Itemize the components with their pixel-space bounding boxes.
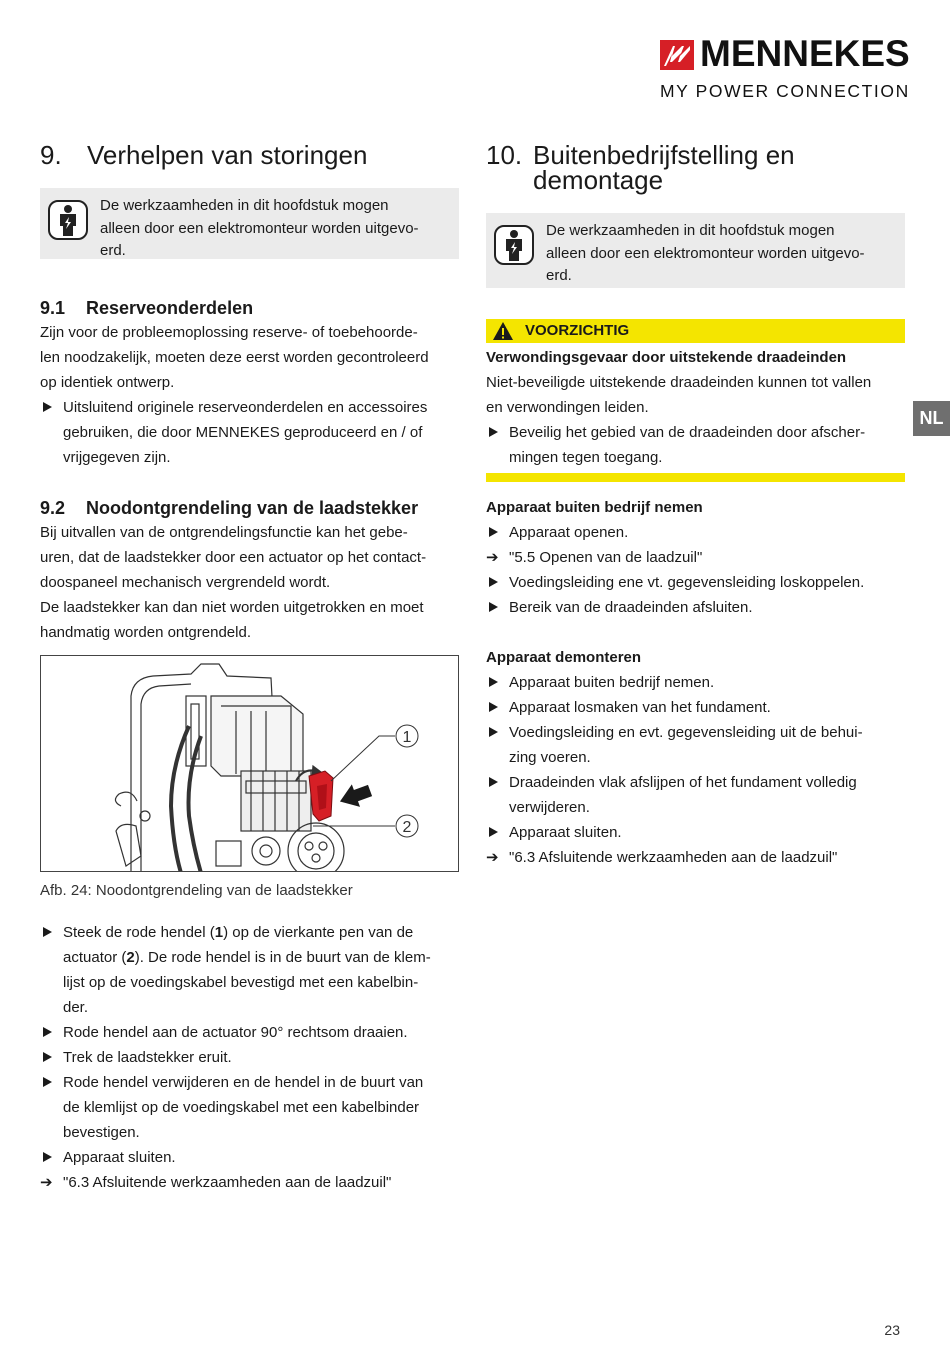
figure-callout-2: 2	[402, 819, 412, 836]
page-number: 23	[884, 1322, 900, 1338]
bullet-triangle-icon	[489, 677, 498, 687]
section-9-2-paragraph: Bij uitvallen van de ontgrendelingsfunctie kan het gebe- uren, dat de laadstekker door een actuator op het contact- doospaneel mechanisch vergrendeld wordt. De laadstekker kan dan niet worden uitgetrokken en moet handmatig worden ontgrendeld.	[40, 524, 427, 641]
list-item: Rode hendel verwijderen en de hendel in de buurt van de klemlijst op de voedingskabel met een kabelbinder bevestigen.	[40, 1070, 460, 1145]
mennekes-logo	[658, 33, 910, 102]
notice-line: alleen door een elektromonteur worden uitgevo-	[100, 219, 419, 237]
emergency-release-illustration	[41, 656, 459, 872]
bullet-triangle-icon	[43, 1152, 52, 1162]
bullet-triangle-icon	[43, 402, 52, 412]
notice-line: erd.	[100, 242, 126, 259]
bullet-triangle-icon	[43, 1077, 52, 1087]
dismantle-heading: Apparaat demonteren	[486, 649, 642, 666]
notice-line: alleen door een elektromonteur worden uitgevo-	[546, 244, 865, 262]
section-9-1-paragraph: Zijn voor de probleemoplossing reserve- of toebehoorde- len noodzakelijk, moeten deze eerst worden gecontroleerd op identiek ontwerp.	[40, 324, 429, 391]
language-tab: NL	[913, 401, 950, 436]
figure-caption: Afb. 24: Noodontgrendeling van de laadstekker	[40, 882, 353, 899]
list-item: Steek de rode hendel (1) op de vierkante pen van de actuator (2). De rode hendel is in de buurt van de klem- lijst op de voedingskabel bevestigd met een kabelbin- der.	[40, 920, 460, 1020]
bullet-triangle-icon	[489, 727, 498, 737]
cross-reference: ➔ "6.3 Afsluitende werkzaamheden aan de laadzuil"	[486, 845, 905, 870]
list-item: Apparaat sluiten.	[40, 1145, 460, 1170]
list-item: Beveilig het gebied van de draadeinden door afscher- mingen tegen toegang.	[486, 420, 905, 470]
list-item: Apparaat openen.	[486, 520, 905, 545]
figure-callout-1: 1	[402, 729, 412, 746]
brand-name: MENNEKES	[700, 33, 910, 74]
list-item: Uitsluitend originele reserveonderdelen en accessoires gebruiken, die door MENNEKES geproduceerd en / of vrijgegeven zijn.	[40, 395, 460, 470]
list-item: Apparaat buiten bedrijf nemen.	[486, 670, 905, 695]
notice-line: erd.	[546, 267, 572, 284]
list-item: Voedingsleiding ene vt. gegevensleiding loskoppelen.	[486, 570, 905, 595]
figure-emergency-release	[40, 655, 459, 872]
callout-ref-2: 2	[126, 949, 135, 966]
list-item: Apparaat losmaken van het fundament.	[486, 695, 905, 720]
warning-end-bar	[486, 473, 905, 482]
cross-reference: ➔ "5.5 Openen van de laadzuil"	[486, 545, 905, 570]
electrician-icon	[494, 225, 534, 265]
notice-line: De werkzaamheden in dit hoofdstuk mogen	[100, 197, 389, 214]
warning-text: Niet-beveiligde uitstekende draadeinden kunnen tot vallen en verwondingen leiden.	[486, 374, 872, 416]
section-10-heading: 10. Buitenbedrijfstelling en demontage	[486, 140, 795, 195]
bullet-triangle-icon	[489, 527, 498, 537]
list-item: Trek de laadstekker eruit.	[40, 1045, 460, 1070]
list-item: Bereik van de draadeinden afsluiten.	[486, 595, 905, 620]
brand-tagline: MY POWER CONNECTION	[660, 81, 910, 101]
warning-banner	[486, 319, 905, 343]
out-of-service-heading: Apparaat buiten bedrijf nemen	[486, 499, 703, 516]
arrow-right-icon: ➔	[486, 849, 499, 866]
bullet-triangle-icon	[489, 827, 498, 837]
electrician-icon	[48, 200, 88, 240]
list-item: Apparaat sluiten.	[486, 820, 905, 845]
list-item: Voedingsleiding en evt. gegevensleiding uit de behui- zing voeren.	[486, 720, 905, 770]
warning-heading: Verwondingsgevaar door uitstekende draadeinden	[486, 349, 847, 366]
bullet-triangle-icon	[489, 577, 498, 587]
bullet-triangle-icon	[43, 927, 52, 937]
bullet-triangle-icon	[489, 602, 498, 612]
electrician-notice	[486, 213, 905, 288]
bullet-triangle-icon	[489, 427, 498, 437]
callout-ref-1: 1	[214, 924, 224, 941]
list-item: Rode hendel aan de actuator 90° rechtsom draaien.	[40, 1020, 460, 1045]
mennekes-logo-mark-icon	[660, 40, 694, 70]
notice-line: De werkzaamheden in dit hoofdstuk mogen	[546, 222, 835, 239]
warning-triangle-icon	[492, 321, 514, 341]
arrow-right-icon: ➔	[40, 1174, 53, 1191]
electrician-notice	[40, 188, 459, 259]
list-item: Draadeinden vlak afslijpen of het fundament volledig verwijderen.	[486, 770, 905, 820]
arrow-right-icon: ➔	[486, 549, 499, 566]
cross-reference: ➔ "6.3 Afsluitende werkzaamheden aan de laadzuil"	[40, 1170, 460, 1195]
warning-label: VOORZICHTIG	[525, 322, 630, 339]
bullet-triangle-icon	[489, 702, 498, 712]
bullet-triangle-icon	[43, 1027, 52, 1037]
bullet-triangle-icon	[489, 777, 498, 787]
bullet-triangle-icon	[43, 1052, 52, 1062]
